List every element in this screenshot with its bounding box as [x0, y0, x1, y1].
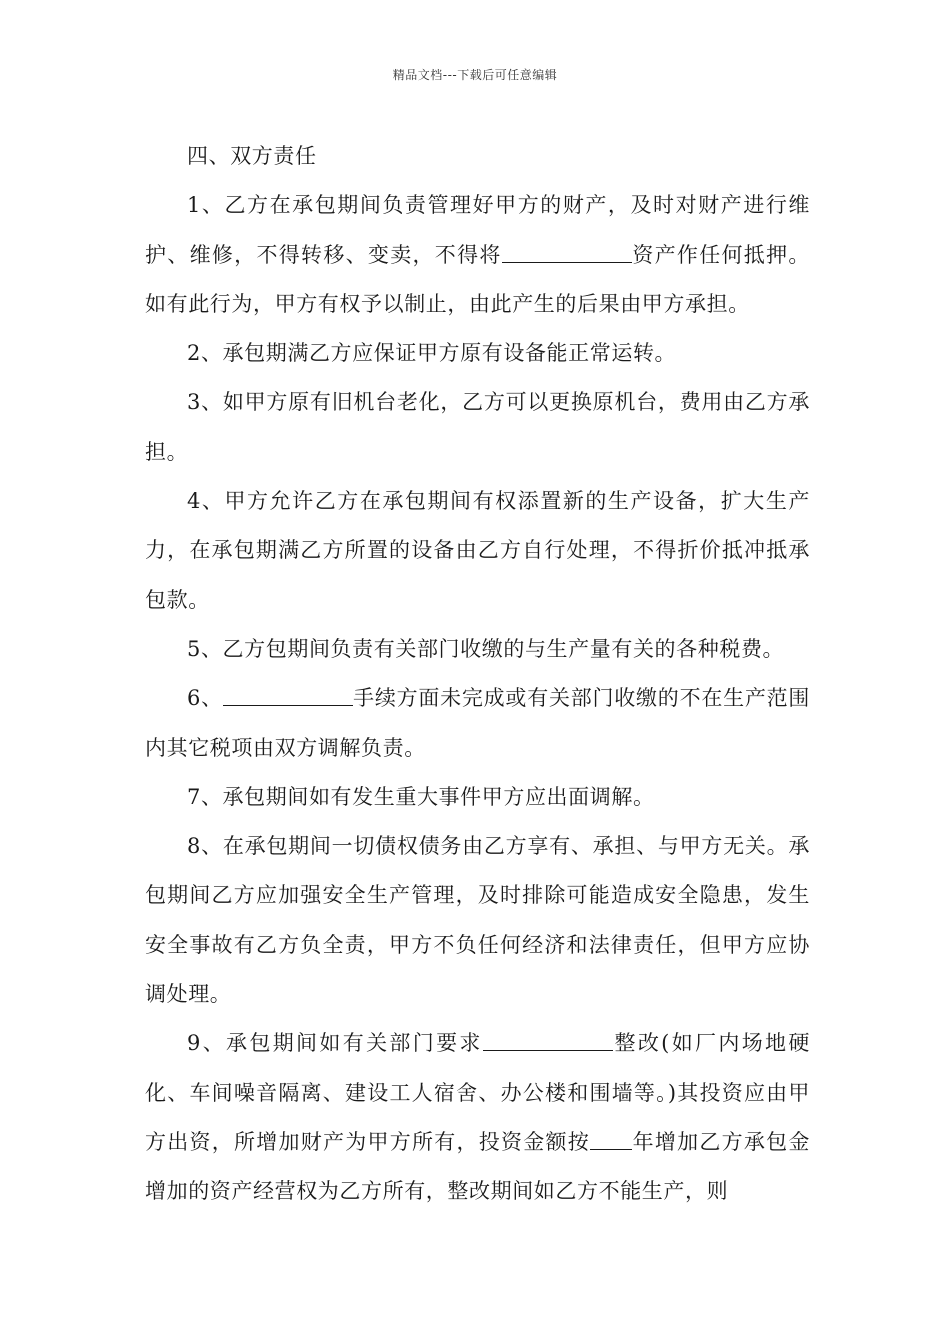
clause-9-text-b: 整改(如厂内场地硬化、车间噪音隔离、建设工人宿舍、办公楼和围墙等。)其投资应由甲方出资，所增加财产为甲方所有，投资金额按 — [145, 1031, 810, 1154]
clause-5: 5、乙方包期间负责有关部门收缴的与生产量有关的各种税费。 — [187, 636, 785, 661]
fill-in-blank — [483, 1028, 613, 1051]
clause-8: 8、在承包期间一切债权债务由乙方享有、承担、与甲方无关。承包期间乙方应加强安全生产管理，及时排除可能造成安全隐患，发生安全事故有乙方负全责，甲方不负任何经济和法律责任，但甲方应协调处理。 — [145, 834, 810, 1007]
clause-2: 2、承包期满乙方应保证甲方原有设备能正常运转。 — [187, 341, 677, 366]
fill-in-blank — [590, 1127, 632, 1150]
fill-in-blank — [223, 683, 353, 706]
clause-9-text-a: 9、承包期间如有关部门要求 — [187, 1031, 483, 1056]
clause-3: 3、如甲方原有旧机台老化，乙方可以更换原机台，费用由乙方承担。 — [145, 390, 810, 464]
section-title: 四、双方责任 — [187, 144, 317, 168]
fill-in-blank — [502, 240, 632, 263]
clause-1-text-b: 资产作任何抵押。如有此行为，甲方有权予以制止，由此产生的后果由甲方承担。 — [145, 242, 810, 316]
clause-7: 7、承包期间如有发生重大事件甲方应出面调解。 — [187, 784, 655, 809]
clause-9 — [145, 1019, 810, 1216]
clause-1-text-a: 1、乙方在承包期间负责管理好甲方的财产，及时对财产进行维护、维修，不得转移、变卖，不得将 — [145, 193, 810, 267]
document-body — [145, 132, 810, 1217]
clause-6 — [145, 674, 810, 773]
clause-4: 4、甲方允许乙方在承包期间有权添置新的生产设备，扩大生产力，在承包期满乙方所置的设备由乙方自行处理，不得折价抵冲抵承包款。 — [145, 489, 810, 612]
clause-6-text-b: 手续方面未完成或有关部门收缴的不在生产范围内其它税项由双方调解负责。 — [145, 686, 810, 760]
clause-1 — [145, 181, 810, 329]
page-header: 精品文档---下载后可任意编辑 — [392, 68, 558, 82]
clause-9-text-c: 年增加乙方承包金增加的资产经营权为乙方所有，整改期间如乙方不能生产，则 — [145, 1129, 810, 1204]
clause-6-text-a: 6、 — [187, 686, 223, 711]
